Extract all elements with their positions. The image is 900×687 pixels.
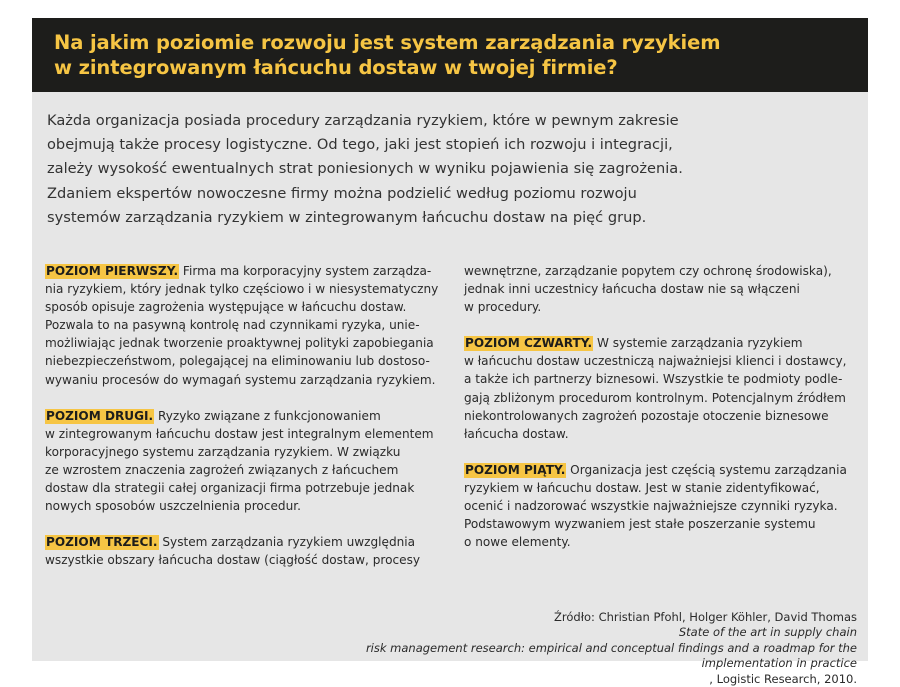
source-citation	[366, 610, 857, 687]
level-third-label: POZIOM TRZECI.	[46, 535, 158, 550]
level-fifth-text: Organizacja jest częścią systemu zarządzania	[566, 462, 847, 477]
level-fourth-text: W systemie zarządzania ryzykiem	[593, 336, 803, 351]
level-first-text: niebezpieczeństwom, polegającej na eliminowaniu lub dostoso-	[45, 354, 430, 369]
right-column	[464, 262, 874, 569]
intro-line: zależy wysokość ewentualnych strat poniesionych w wyniku pojawienia się zagrożenia.	[47, 160, 683, 178]
level-third-block-end	[464, 262, 874, 316]
level-third-text: wewnętrzne, zarządzanie popytem czy ochronę środowiska),	[464, 264, 832, 278]
level-first-text: możliwiając jednak tworzenie proaktywnej polityki zapobiegania	[45, 336, 434, 351]
intro-line: obejmują także procesy logistyczne. Od tego, jaki jest stopień ich rozwoju i integracji,	[47, 136, 673, 154]
level-first-label: POZIOM PIERWSZY.	[46, 264, 179, 278]
level-fifth-text: ryzykiem w łańcuchu dostaw. Jest w stanie zidentyfikować,	[464, 480, 820, 495]
level-fifth-label: POZIOM PIĄTY.	[465, 462, 566, 477]
infobox	[32, 18, 868, 686]
title-line: w zintegrowanym łańcuchu dostaw w twojej firmie?	[54, 56, 618, 79]
level-fifth-text: o nowe elementy.	[464, 535, 571, 550]
title-line: Na jakim poziomie rozwoju jest system zarządzania ryzykiem	[54, 31, 721, 54]
level-fourth-block	[464, 334, 874, 443]
level-fifth-text: ocenić i nadzorować wszystkie najważniejsze czynniki ryzyka.	[464, 499, 838, 514]
left-column	[45, 262, 455, 587]
level-third-text: wszystkie obszary łańcucha dostaw (ciągłość dostaw, procesy	[45, 553, 421, 568]
source-suffix: , Logistic Research, 2010.	[709, 671, 857, 686]
level-fourth-text: łańcucha dostaw.	[464, 426, 569, 441]
level-first-text: wywaniu procesów do wymagań systemu zarządzania ryzykiem.	[45, 372, 436, 387]
header-bar	[32, 18, 868, 92]
source-title: implementation in practice	[701, 656, 857, 671]
source-prefix: Źródło: Christian Pfohl, Holger Köhler, David Thomas	[554, 610, 857, 624]
source-title: risk management research: empirical and conceptual findings and a roadmap for the	[365, 640, 857, 655]
level-first-text: nia ryzykiem, który jednak tylko częściowo i w niesystematyczny	[45, 282, 439, 297]
level-second-text: w zintegrowanym łańcuchu dostaw jest integralnym elementem	[45, 426, 434, 441]
level-first-text: Pozwala to na pasywną kontrolę nad czynnikami ryzyka, unie-	[45, 318, 420, 333]
level-fifth-text: Podstawowym wyzwaniem jest stałe poszerzanie systemu	[464, 517, 816, 532]
level-second-text: nowych sposobów uszczelnienia procedur.	[45, 499, 301, 514]
level-third-text: jednak inni uczestnicy łańcucha dostaw nie są włączeni	[464, 282, 800, 297]
intro-line: Zdaniem ekspertów nowoczesne firmy można podzielić według poziomu rozwoju	[47, 184, 637, 202]
level-second-text: Ryzyko związane z funkcjonowaniem	[154, 408, 381, 423]
level-third-block-start	[45, 533, 455, 569]
level-fourth-text: a także ich partnerzy biznesowi. Wszystkie te podmioty podle-	[464, 372, 843, 387]
level-second-label: POZIOM DRUGI.	[46, 408, 154, 423]
intro-line: Każda organizacja posiada procedury zarządzania ryzykiem, które w pewnym zakresie	[47, 112, 679, 129]
level-fourth-text: niekontrolowanych zagrożeń pozostaje otoczenie biznesowe	[464, 408, 829, 423]
intro-line: systemów zarządzania ryzykiem w zintegrowanym łańcuchu dostaw na pięć grup.	[47, 208, 647, 226]
level-fifth-block	[464, 461, 874, 551]
level-second-text: korporacyjnego systemu zarządzania ryzykiem. W związku	[45, 444, 401, 459]
level-fourth-text: gają zbliżonym procedurom kontrolnym. Potencjalnym źródłem	[464, 390, 846, 405]
level-first-block	[45, 262, 455, 389]
page-title	[54, 30, 720, 80]
intro-paragraph	[47, 109, 847, 230]
level-second-text: dostaw dla strategii całej organizacji firma potrzebuje jednak	[45, 481, 415, 496]
level-second-text: ze wzrostem znaczenia zagrożeń związanych z łańcuchem	[45, 462, 399, 477]
level-second-block	[45, 407, 455, 516]
level-first-text: Firma ma korporacyjny system zarządza-	[179, 264, 432, 278]
level-first-text: sposób opisuje zagrożenia występujące w łańcuchu dostaw.	[45, 300, 407, 315]
level-fourth-text: w łańcuchu dostaw uczestniczą najważniejsi klienci i dostawcy,	[464, 354, 847, 369]
level-fourth-label: POZIOM CZWARTY.	[465, 336, 593, 351]
level-third-text: System zarządzania ryzykiem uwzględnia	[158, 535, 416, 550]
source-title: State of the art in supply chain	[678, 625, 857, 640]
level-third-text: w procedury.	[464, 300, 542, 315]
